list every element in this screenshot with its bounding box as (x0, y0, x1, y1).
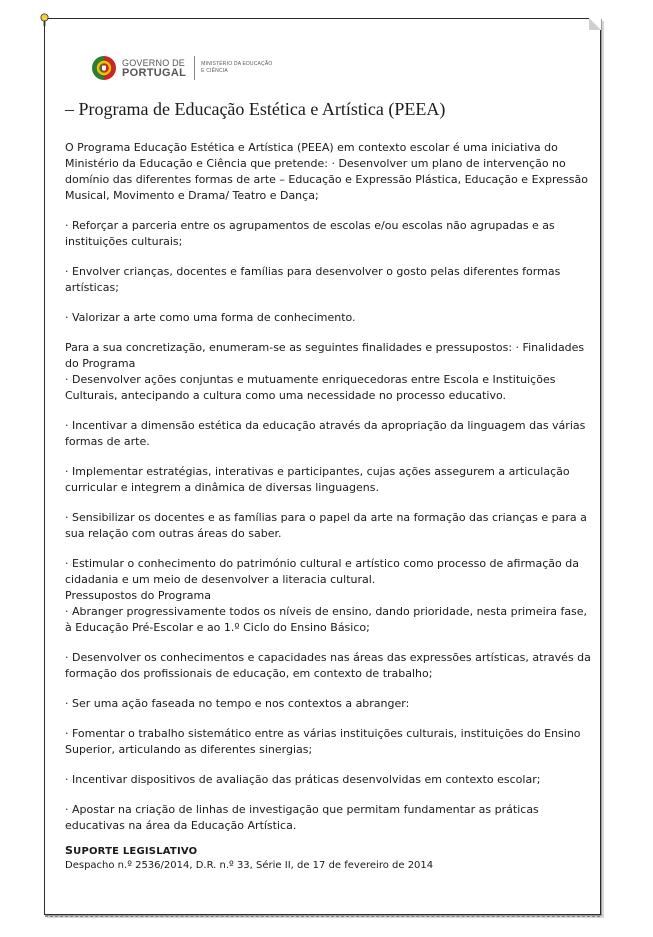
gov-line2: PORTUGAL (122, 67, 187, 79)
paragraph: · Valorizar a arte como uma forma de conhecimento. (65, 311, 356, 324)
paragraph: · Incentivar dispositivos de avaliação das práticas desenvolvidas em contexto escolar; (65, 773, 541, 786)
ministry-line2: E CIÊNCIA (201, 68, 228, 74)
paragraph: · Ser uma ação faseada no tempo e nos contextos a abranger: (65, 697, 410, 710)
ministry-name (201, 61, 272, 75)
page-bottom-edge (45, 916, 600, 917)
legal-support-title (65, 844, 595, 859)
paragraph: Para a sua concretização, enumeram-se as seguintes finalidades e pressupostos: · Finalidades do Programa · Desenvolver ações conjuntas e mutuamente enriquecedoras entre Escola e Instituições Culturais, antecipando a cultura como uma necessidade no processo educativo. (65, 341, 585, 402)
paragraph: · Incentivar a dimensão estética da educação através da apropriação da linguagem das várias formas de arte. (65, 419, 586, 448)
pin-icon (39, 13, 50, 27)
portugal-emblem-icon (91, 55, 117, 81)
government-wordmark (122, 58, 186, 78)
paragraph: · Desenvolver os conhecimentos e capacidades nas áreas das expressões artísticas, através da formação dos profissionais de educação, em contexto de trabalho; (65, 651, 591, 680)
document-page (44, 18, 601, 915)
legal-title-cap: S (65, 844, 74, 857)
page-corner-fold (589, 18, 601, 30)
paragraph: · Reforçar a parceria entre os agrupamentos de escolas e/ou escolas não agrupadas e as instituições culturais; (65, 219, 555, 248)
paragraph: · Envolver crianças, docentes e famílias para desenvolver o gosto pelas diferentes formas artísticas; (65, 265, 561, 294)
government-logo (91, 53, 272, 83)
legal-reference: Despacho n.º 2536/2014, D.R. n.º 33, Série II, de 17 de fevereiro de 2014 (65, 860, 434, 871)
paragraph: · Estimular o conhecimento do património cultural e artístico como processo de afirmação da cidadania e um meio de desenvolver a literacia cultural. Pressupostos do Programa · Abranger progressivamente todos os níveis de ensino, dando prioridade, nesta primeira fase, à Educação Pré-Escolar e ao 1.º Ciclo do Ensino Básico; (65, 557, 588, 634)
ministry-line1: MINISTÉRIO DA EDUCAÇÃO (201, 61, 273, 67)
gov-line1: GOVERNO DE (122, 58, 186, 68)
paragraph-list (65, 140, 595, 834)
paragraph: · Apostar na criação de linhas de investigação que permitam fundamentar as práticas educativas na área da Educação Artística. (65, 803, 539, 832)
logo-divider (194, 56, 195, 80)
paragraph: O Programa Educação Estética e Artística (PEEA) em contexto escolar é uma iniciativa do Ministério da Educação e Ciência que pretende: · Desenvolver um plano de intervenção no domínio das diferentes formas de arte – Educação e Expressão Plástica, Educação e Expressão Musical, Movimento e Drama/ Teatro e Dança; (65, 141, 588, 202)
legal-title-rest: UPORTE LEGISLATIVO (73, 846, 198, 857)
document-body (65, 140, 595, 873)
paragraph: · Sensibilizar os docentes e as famílias para o papel da arte na formação das crianças e para a sua relação com outras áreas do saber. (65, 511, 587, 540)
page-title: – Programa de Educação Estética e Artística (PEEA) (65, 99, 446, 119)
paragraph: · Implementar estratégias, interativas e participantes, cujas ações assegurem a articulação curricular e integrem a dinâmica de diversas linguagens. (65, 465, 570, 494)
paragraph: · Fomentar o trabalho sistemático entre as várias instituições culturais, instituições do Ensino Superior, articulando as diferentes sinergias; (65, 727, 581, 756)
